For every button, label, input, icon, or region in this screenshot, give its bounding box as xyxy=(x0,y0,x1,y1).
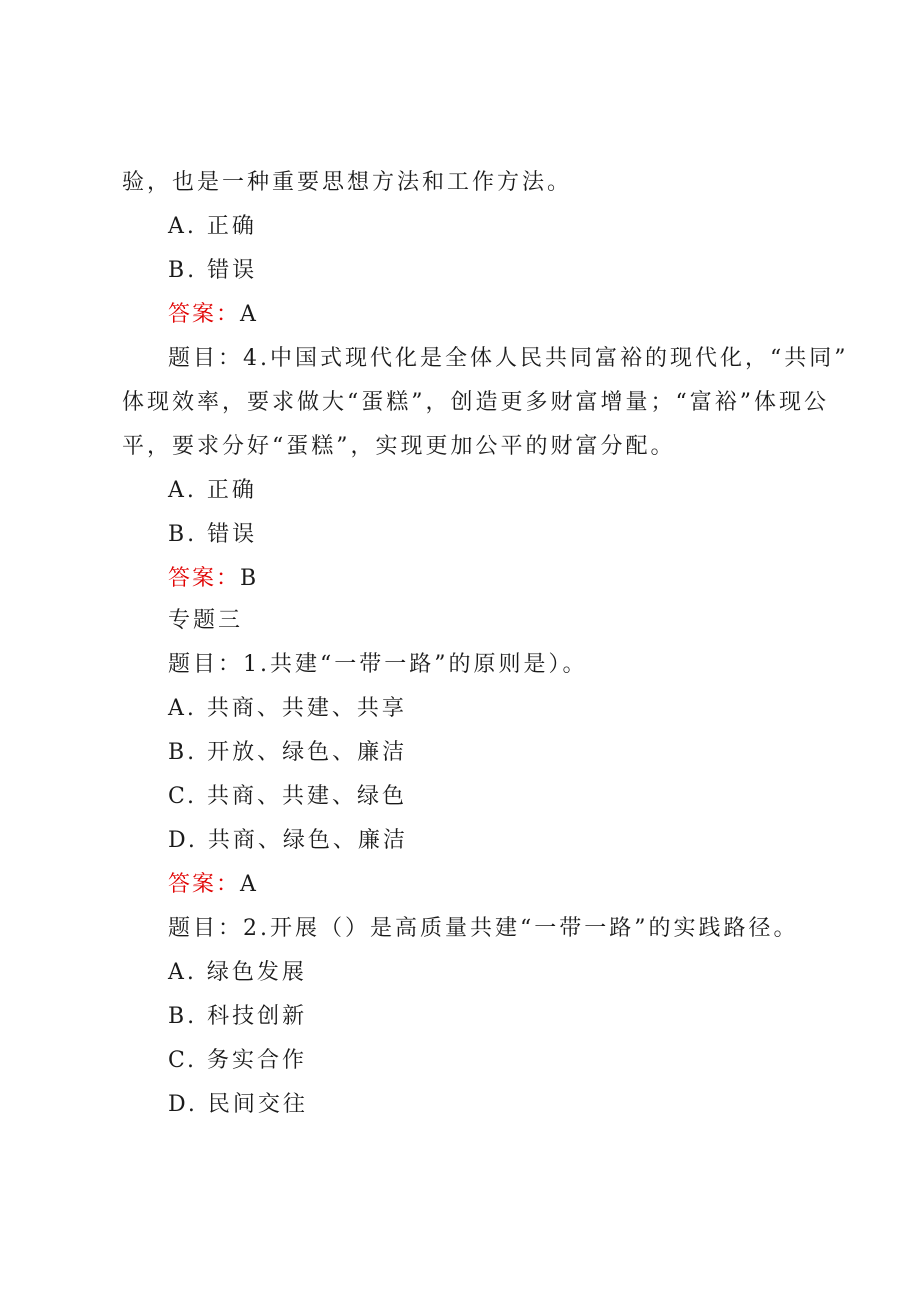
option-d: D. 共商、绿色、廉洁 xyxy=(168,828,408,853)
option-b: B. 开放、绿色、廉洁 xyxy=(168,740,408,765)
answer-line xyxy=(0,564,920,594)
option-a: A. 正确 xyxy=(168,214,257,239)
option-a: A. 共商、共建、共享 xyxy=(168,696,407,721)
section-heading: 专题三 xyxy=(168,608,244,633)
text-line: 平，要求分好“蛋糕”，实现更加公平的财富分配。 xyxy=(122,434,676,459)
option-d: D. 民间交往 xyxy=(168,1092,308,1117)
answer-label: 答案： xyxy=(168,302,241,327)
option-b: B. 科技创新 xyxy=(168,1004,308,1029)
answer-label: 答案： xyxy=(168,872,241,897)
question-line: 题目：1.共建“一带一路”的原则是）。 xyxy=(168,652,588,677)
option-c: C. 共商、共建、绿色 xyxy=(168,784,408,809)
question-line: 题目：4.中国式现代化是全体人民共同富裕的现代化，“共同” xyxy=(168,346,849,371)
answer-value: A xyxy=(240,302,259,327)
question-line: 题目：2.开展（）是高质量共建“一带一路”的实践路径。 xyxy=(168,916,799,941)
option-b: B. 错误 xyxy=(168,522,258,547)
answer-line xyxy=(0,300,920,330)
answer-value: B xyxy=(240,566,260,591)
option-a: A. 正确 xyxy=(168,478,257,503)
answer-label: 答案： xyxy=(168,566,241,591)
answer-line xyxy=(0,870,920,900)
option-b: B. 错误 xyxy=(168,258,258,283)
option-a: A. 绿色发展 xyxy=(168,960,307,985)
answer-value: A xyxy=(240,872,259,897)
text-line: 体现效率，要求做大“蛋糕”，创造更多财富增量；“富裕”体现公 xyxy=(122,390,829,415)
text-line: 验，也是一种重要思想方法和工作方法。 xyxy=(122,170,573,195)
option-c: C. 务实合作 xyxy=(168,1048,308,1073)
